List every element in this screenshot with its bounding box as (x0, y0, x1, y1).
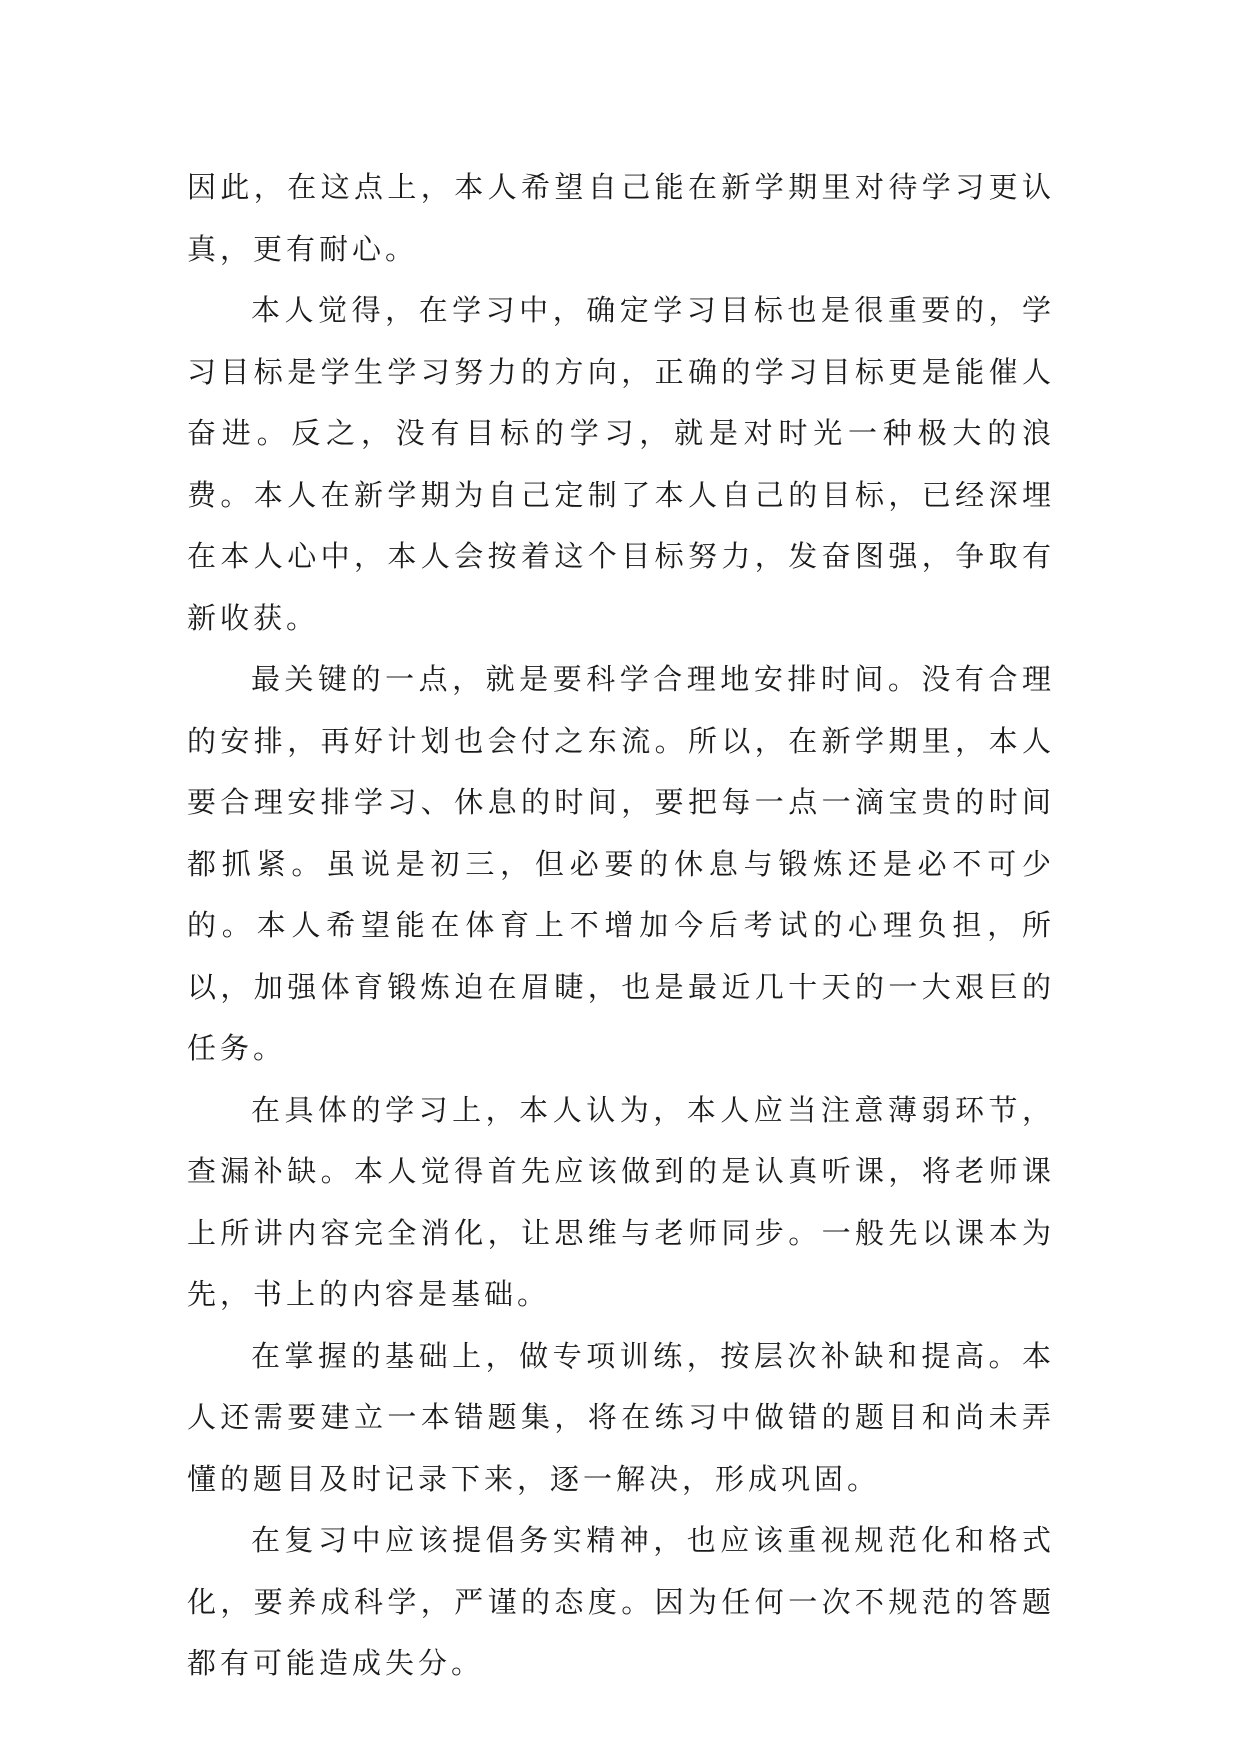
paragraph-3: 最关键的一点，就是要科学合理地安排时间。没有合理的安排，再好计划也会付之东流。所以，在新学期里，本人要合理安排学习、休息的时间，要把每一点一滴宝贵的时间都抓紧。虽说是初三，但必要的休息与锻炼还是必不可少的。本人希望能在体育上不增加今后考试的心理负担，所以，加强体育锻炼迫在眉睫，也是最近几十天的一大艰巨的任务。 (187, 662, 1055, 1065)
paragraph-4: 在具体的学习上，本人认为，本人应当注意薄弱环节，查漏补缺。本人觉得首先应该做到的是认真听课，将老师课上所讲内容完全消化，让思维与老师同步。一般先以课本为先，书上的内容是基础。 (187, 1092, 1055, 1311)
paragraph-2: 本人觉得，在学习中，确定学习目标也是很重要的，学习目标是学生学习努力的方向，正确的学习目标更是能催人奋进。反之，没有目标的学习，就是对时光一种极大的浪费。本人在新学期为自己定制了本人自己的目标，已经深埋在本人心中，本人会按着这个目标努力，发奋图强，争取有新收获。 (187, 293, 1055, 635)
document-body (187, 157, 1055, 1695)
paragraph-6: 在复习中应该提倡务实精神，也应该重视规范化和格式化，要养成科学，严谨的态度。因为任何一次不规范的答题都有可能造成失分。 (187, 1523, 1055, 1680)
paragraph-1: 因此，在这点上，本人希望自己能在新学期里对待学习更认真，更有耐心。 (187, 170, 1055, 266)
paragraph-5: 在掌握的基础上，做专项训练，按层次补缺和提高。本人还需要建立一本错题集，将在练习中做错的题目和尚未弄懂的题目及时记录下来，逐一解决，形成巩固。 (187, 1338, 1055, 1496)
